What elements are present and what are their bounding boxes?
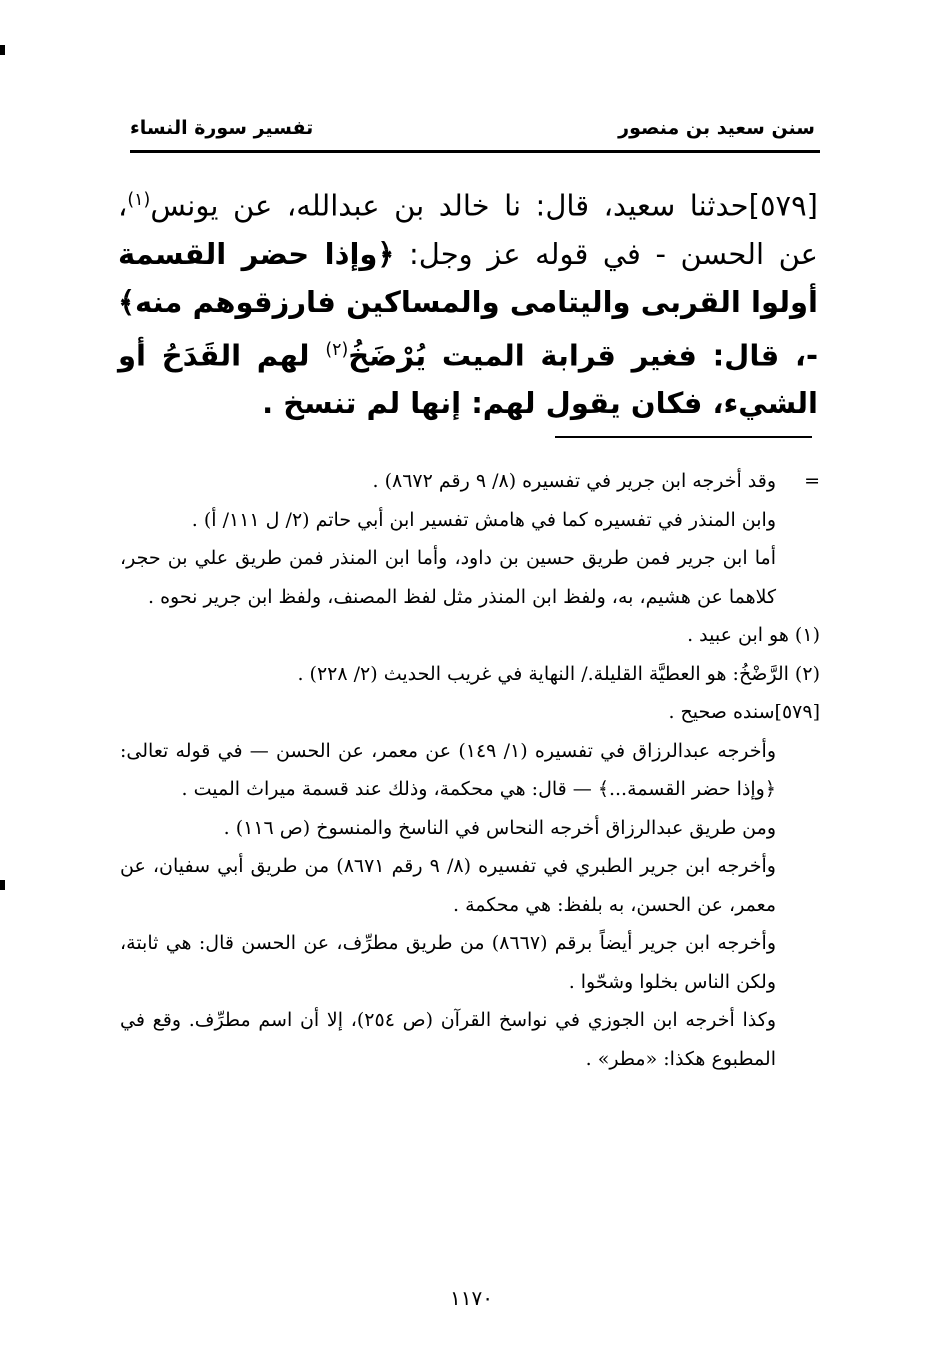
takhrij-1: وأخرجه عبدالرزاق في تفسيره (١/ ١٤٩) عن معمر، عن الحسن — في قوله تعالى: ﴿وإذا حضر القسمة...﴾ — قال: هي محكمة، وذلك عند قسمة ميراث الميت . xyxy=(120,739,776,800)
page-number: ١١٧٠ xyxy=(450,1286,493,1310)
takhrij-5: وكذا أخرجه ابن الجوزي في نواسخ القرآن (ص ٢٥٤)، إلا أن اسم مطرِّف. وقع في المطبوع هكذا: «مطر» . xyxy=(120,1009,776,1070)
note-continued-1: =وقد أخرجه ابن جرير في تفسيره (٨/ ٩ رقم ٨٦٧٢) . xyxy=(120,462,820,501)
takhrij-3: وأخرجه ابن جرير الطبري في تفسيره (٨/ ٩ رقم ٨٦٧١) من طريق أبي سفيان، عن معمر، عن الحسن، به بلفظ: هي محكمة . xyxy=(120,855,776,916)
footnote-2: (٢) الرَّضْخُ: هو العطيَّة القليلة./ النهاية في غريب الحديث (٢/ ٢٢٨) . xyxy=(297,662,820,685)
book-title: سنن سعيد بن منصور xyxy=(618,117,815,139)
note-continued-2: وابن المنذر في تفسيره كما في هامش تفسير ابن أبي حاتم (٢/ ل ١١١/ أ) . xyxy=(191,508,776,531)
quran-verse: ﴿وإذا حضر القسمة أولوا القربى واليتامى والمساكين فارزقوهم منه﴾ xyxy=(118,236,818,319)
margin-mark-top xyxy=(0,45,5,55)
continuation-mark: = xyxy=(804,470,820,492)
running-header xyxy=(130,110,815,146)
margin-mark-middle xyxy=(0,880,5,890)
footnotes xyxy=(120,462,820,1078)
hadith-after-verse: -، قال: فغير قرابة الميت يُرْضَخُ xyxy=(348,338,819,373)
footnote-1: (١) هو ابن عبيد . xyxy=(687,624,820,646)
isnad-note: [٥٧٩]سنده صحيح . xyxy=(668,701,820,723)
hadith-intro-2: ، عن الحسن - في قوله عز وجل: xyxy=(118,188,818,271)
note-continued-3: أما ابن جرير فمن طريق حسين بن داود، وأما ابن المنذر فمن طريق علي بن حجر، كلاهما عن هشيم، به، ولفظ ابن المنذر مثل لفظ المصنف، ولفظ ابن جرير نحوه . xyxy=(120,547,776,608)
header-divider xyxy=(130,150,820,153)
takhrij-4: وأخرجه ابن جرير أيضاً برقم (٨٦٦٧) من طريق مطرِّف، عن الحسن قال: هي ثابتة، ولكن الناس بخلوا وشحّوا . xyxy=(120,932,776,993)
hadith-number: [٥٧٩] xyxy=(748,188,818,223)
footnote-ref-1: (١) xyxy=(127,190,151,210)
section-title: تفسير سورة النساء xyxy=(130,117,314,139)
hadith-text xyxy=(118,176,818,427)
hadith-intro: حدثنا سعيد، قال: نا خالد بن عبدالله، عن يونس xyxy=(150,188,749,223)
footnote-ref-2: (٢) xyxy=(325,339,349,360)
hadith-ending: لهم القَدَحُ أو الشيء، فكان يقول لهم: إنها لم تنسخ . xyxy=(118,338,818,421)
footnote-divider xyxy=(555,436,812,438)
takhrij-2: ومن طريق عبدالرزاق أخرجه النحاس في الناسخ والمنسوخ (ص ١١٦) . xyxy=(223,816,776,839)
